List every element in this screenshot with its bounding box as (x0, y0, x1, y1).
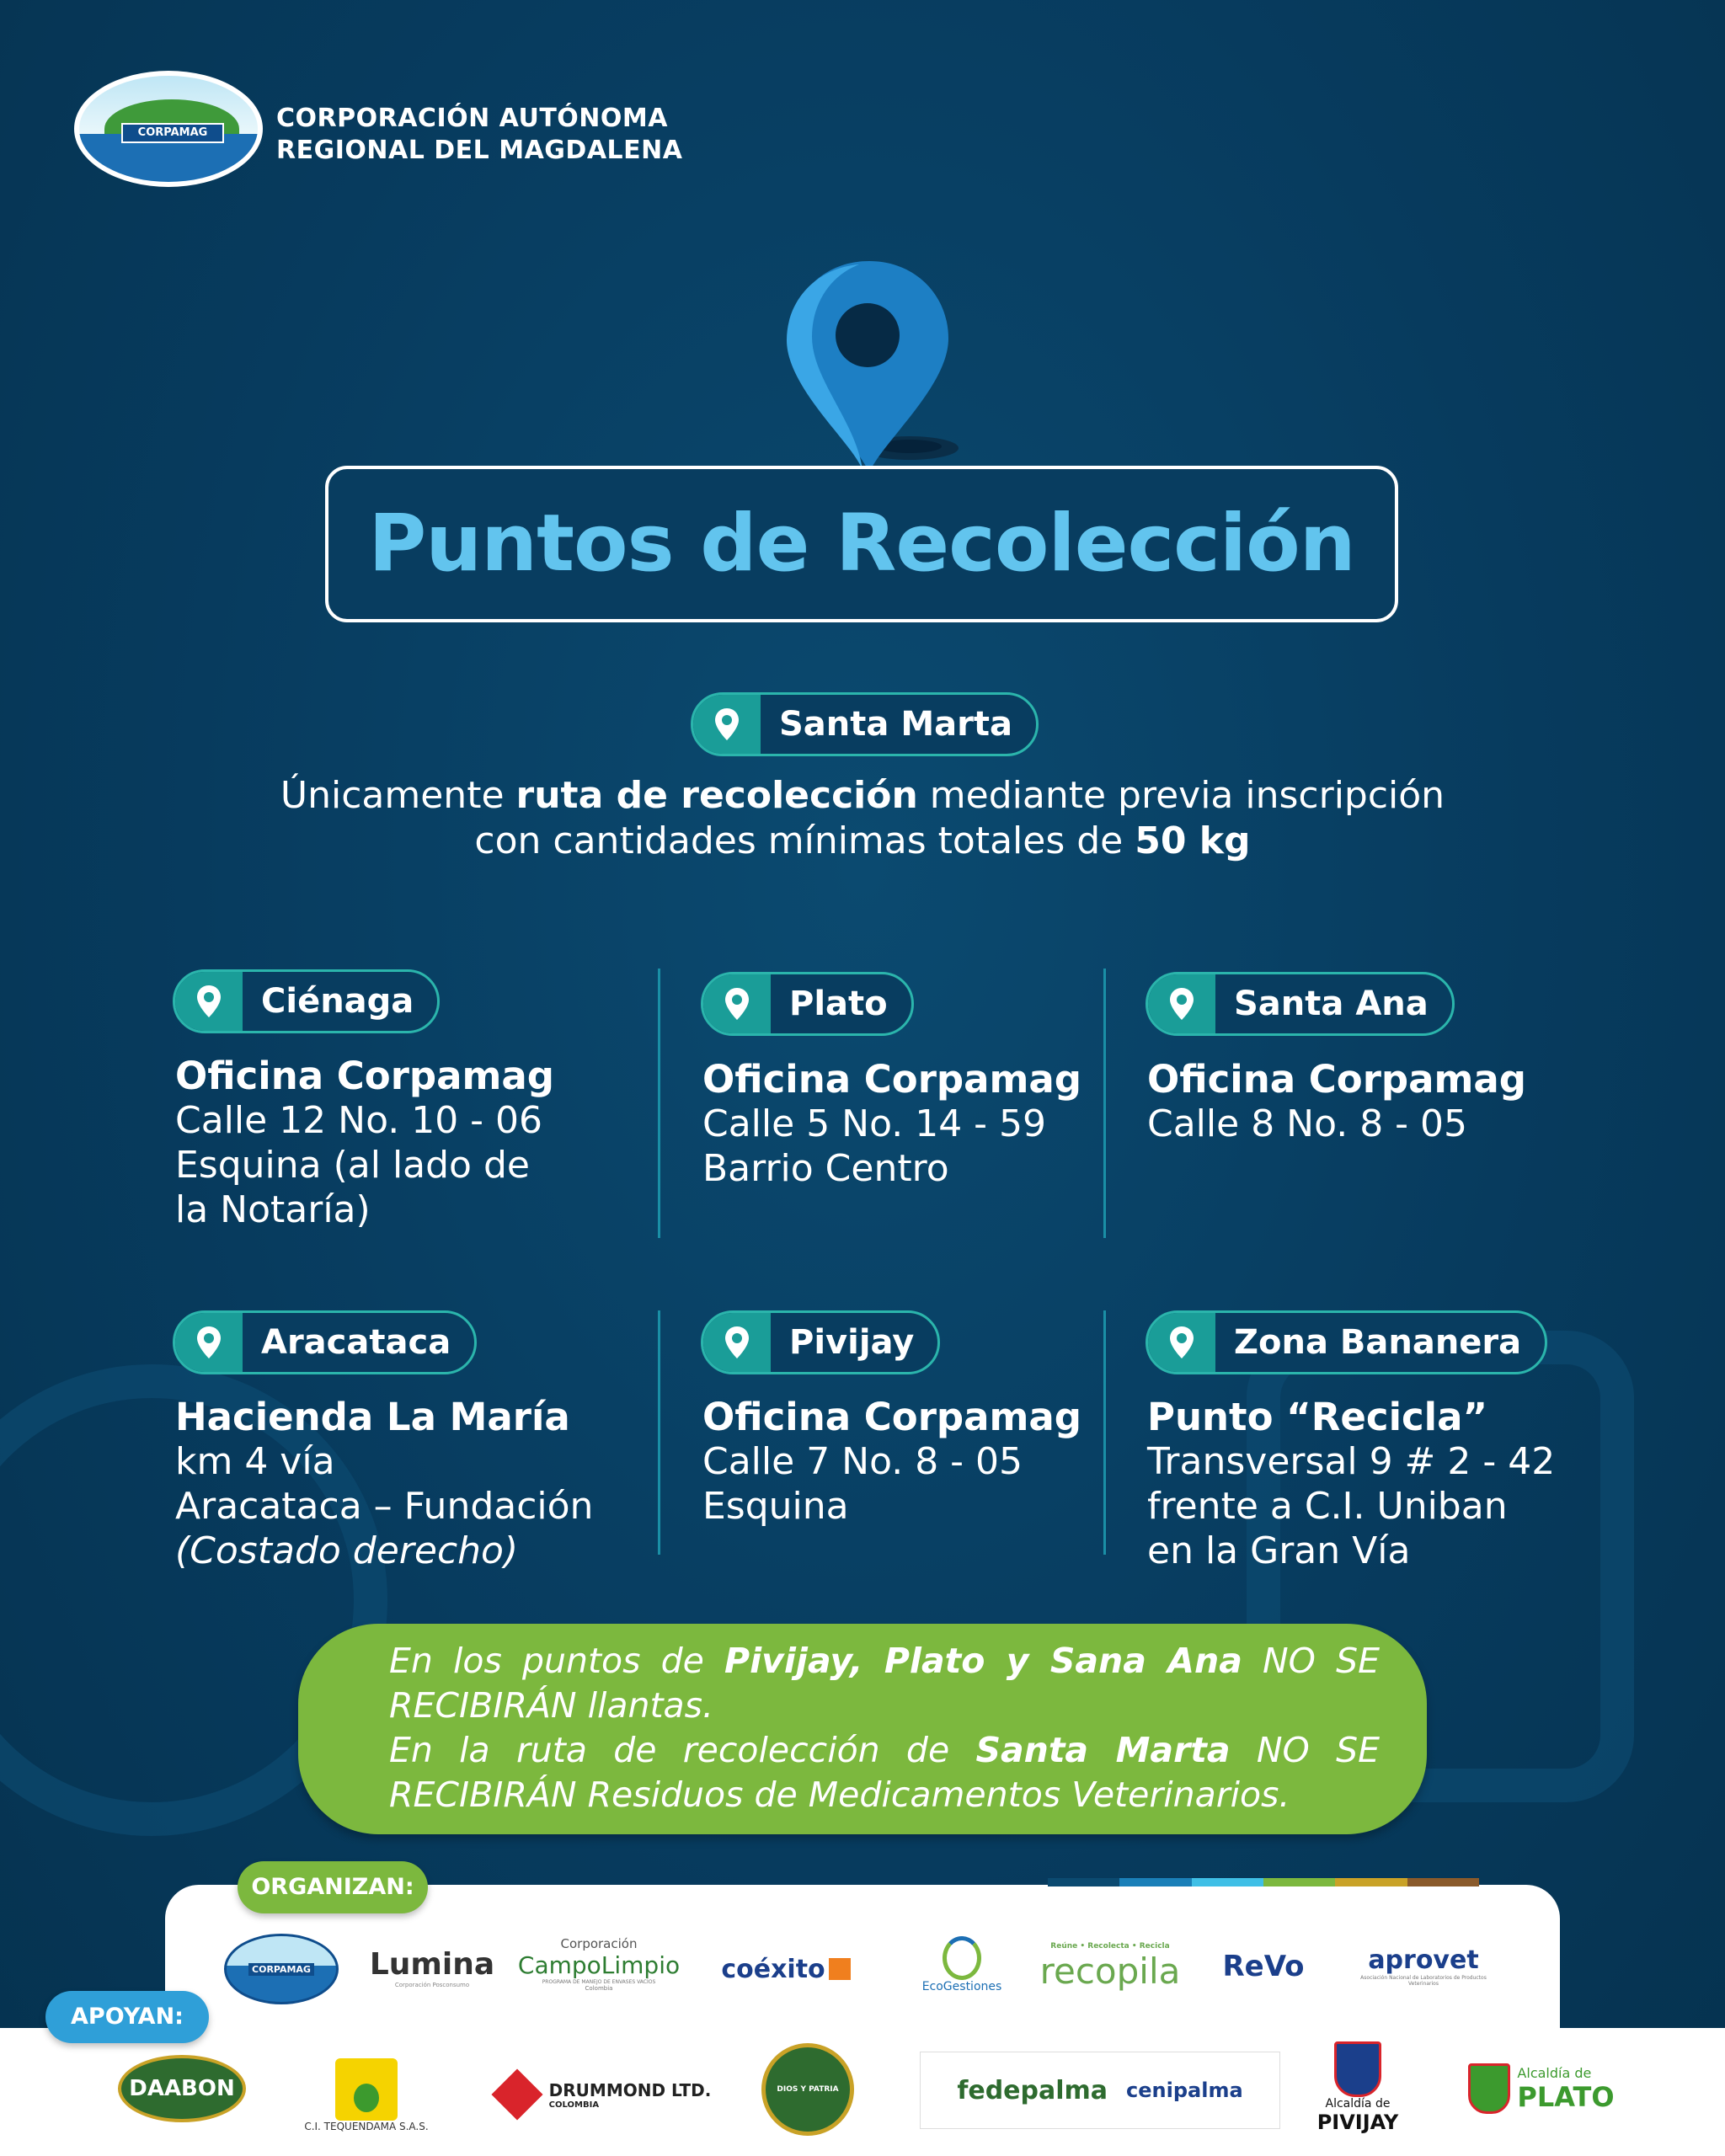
divider (658, 1310, 660, 1555)
location-line: la Notaría) (175, 1188, 371, 1231)
divider (658, 969, 660, 1238)
tequendama-mark-icon (335, 2058, 398, 2121)
location-info-zona-bananera (1147, 1395, 1555, 1573)
fedepalma-cenipalma-logo (920, 2052, 1280, 2129)
page-title: Puntos de Recolección (368, 498, 1355, 590)
location-tag-pivijay (701, 1310, 940, 1374)
intro-text: Únicamente (280, 774, 516, 817)
sponsor-text: C.I. TEQUENDAMA S.A.S. (304, 2121, 429, 2132)
coexito-mark-icon (829, 1958, 851, 1980)
location-line: frente a C.I. Uniban (1147, 1485, 1508, 1528)
location-line: Transversal 9 # 2 - 42 (1147, 1440, 1556, 1483)
location-line: (Costado derecho) (175, 1529, 519, 1572)
campolimpio-logo (519, 1929, 679, 1999)
sponsor-text: DIOS Y PATRIA (777, 2085, 839, 2094)
notice-bold: Santa Marta (975, 1730, 1231, 1770)
location-line: Esquina (702, 1485, 849, 1528)
location-pin-icon (713, 707, 740, 742)
location-pin-icon (195, 984, 222, 1019)
logo-label: CORPAMAG (121, 123, 224, 143)
revo-logo (1213, 1945, 1314, 1988)
org-name (276, 103, 682, 167)
sponsor-subtext: Alcaldía de (1325, 2097, 1391, 2111)
alcaldia-plato-logo (1466, 2055, 1617, 2122)
location-line: Calle 7 No. 8 - 05 (702, 1440, 1023, 1483)
location-tag-label: Ciénaga (261, 982, 414, 1021)
aprovet-logo (1348, 1932, 1499, 1999)
org-name-line2: REGIONAL DEL MAGDALENA (276, 136, 683, 165)
location-line: Esquina (al lado de (175, 1144, 530, 1187)
apoyan-label: APOYAN: (45, 1991, 209, 2043)
notice-text (389, 1639, 1380, 1817)
location-tag-zona-bananera (1146, 1310, 1547, 1374)
divider (1103, 1310, 1106, 1555)
notice-part: En los puntos de (389, 1641, 725, 1681)
notice-part: En la ruta de recolección de (389, 1730, 976, 1770)
location-info-cienaga (175, 1054, 554, 1232)
location-tag-label: Santa Ana (1234, 985, 1429, 1023)
sponsor-subtext: Alcaldía de (1517, 2064, 1592, 2081)
notice-bold: Pivijay, Plato y Sana Ana (724, 1641, 1242, 1681)
sponsor-text: fedepalma (957, 2075, 1108, 2105)
location-pin-icon (724, 1325, 750, 1360)
plato-shield-icon (1468, 2063, 1510, 2114)
intro-text-bold: 50 kg (1135, 819, 1251, 862)
location-line: Barrio Centro (702, 1147, 949, 1190)
color-stripes (1048, 1878, 1479, 1886)
map-pin-icon (775, 253, 960, 488)
divider (1103, 969, 1106, 1238)
sponsor-subtext: Corporación Posconsumo (394, 1981, 470, 1988)
organizan-label: ORGANIZAN: (238, 1861, 428, 1913)
daabon-logo (118, 2055, 246, 2122)
lumina-logo (369, 1942, 495, 1993)
corpamag-logo (74, 71, 263, 187)
location-head: Oficina Corpamag (1147, 1057, 1526, 1102)
location-head: Oficina Corpamag (702, 1395, 1081, 1439)
location-tag-label: Santa Marta (779, 705, 1012, 744)
sponsor-subtext: PROGRAMA DE MANEJO DE ENVASES VACÍOS (542, 1979, 656, 1985)
sponsor-subtext: Corporación (560, 1936, 638, 1951)
sponsor-text: PLATO (1517, 2080, 1615, 2113)
intro-text: mediante previa inscripción (917, 774, 1445, 817)
location-info-santa-ana (1147, 1057, 1526, 1146)
location-info-aracataca (175, 1395, 593, 1573)
sponsor-subtext: Asociación Nacional de Laboratorios de Productos Veterinarios (1360, 1974, 1487, 1987)
corpamag-sponsor-logo (224, 1934, 339, 2004)
sponsor-text: CampoLimpio (517, 1951, 681, 1979)
coexito-logo (708, 1951, 864, 1988)
intro-text: con cantidades mínimas totales de (474, 819, 1135, 862)
location-line: Calle 12 No. 10 - 06 (175, 1099, 543, 1142)
sponsor-text: cenipalma (1126, 2079, 1243, 2102)
santa-marta-intro (168, 773, 1557, 864)
sponsor-text: DRUMMOND LTD. (548, 2079, 712, 2100)
policia-seal-logo (761, 2043, 854, 2136)
location-tag-cienaga (173, 969, 440, 1033)
location-tag-label: Pivijay (789, 1323, 915, 1362)
location-line: en la Gran Vía (1147, 1529, 1411, 1572)
sponsor-text: coéxito (721, 1954, 825, 1984)
location-tag-santa-ana (1146, 972, 1455, 1036)
ecogestiones-mark-icon (943, 1936, 981, 1980)
sponsor-text: DAABON (129, 2076, 235, 2101)
location-head: Hacienda La María (175, 1395, 570, 1439)
location-tag-label: Plato (789, 985, 888, 1023)
sponsor-text: PIVIJAY (1316, 2111, 1399, 2134)
location-tag-label: Zona Bananera (1234, 1323, 1522, 1362)
location-line: km 4 vía (175, 1440, 335, 1483)
location-pin-icon (724, 986, 750, 1022)
pivijay-shield-icon (1334, 2041, 1381, 2097)
location-line: Calle 8 No. 8 - 05 (1147, 1102, 1468, 1145)
sponsor-subtext: Reúne • Recolecta • Recicla (1050, 1941, 1170, 1951)
drummond-logo (483, 2065, 719, 2124)
ecogestiones-logo (911, 1929, 1012, 2001)
location-pin-icon (1168, 1325, 1195, 1360)
location-tag-aracataca (173, 1310, 477, 1374)
location-pin-icon (1168, 986, 1195, 1022)
sponsor-text: aprovet (1368, 1945, 1479, 1975)
intro-text-bold: ruta de recolección (515, 774, 918, 817)
location-line: Calle 5 No. 14 - 59 (702, 1102, 1047, 1145)
notice-part: NO SE RECIBIRÁN Residuos de Medicamentos Veterinarios. (389, 1730, 1380, 1815)
sponsor-text: CORPAMAG (248, 1963, 314, 1976)
location-info-pivijay (702, 1395, 1081, 1529)
recopila-logo (1034, 1937, 1186, 1996)
location-head: Punto “Recicla” (1147, 1395, 1488, 1439)
sponsor-text: EcoGestiones (921, 1980, 1002, 1993)
location-tag-santa-marta (691, 692, 1039, 756)
alcaldia-pivijay-logo (1309, 2033, 1407, 2143)
location-head: Oficina Corpamag (702, 1057, 1081, 1102)
location-tag-label: Aracataca (261, 1323, 451, 1362)
org-name-line1: CORPORACIÓN AUTÓNOMA (276, 104, 668, 133)
location-info-plato (702, 1057, 1081, 1191)
sponsor-subtext: COLOMBIA (548, 2100, 600, 2110)
location-head: Oficina Corpamag (175, 1054, 554, 1098)
tequendama-logo (295, 2052, 438, 2139)
sponsor-text: recopila (1039, 1950, 1181, 1992)
location-tag-plato (701, 972, 914, 1036)
sponsor-text: ReVo (1222, 1950, 1305, 1983)
location-pin-icon (195, 1325, 222, 1360)
drummond-mark-icon (491, 2068, 542, 2120)
sponsor-text: Lumina (369, 1946, 495, 1982)
sponsor-subtext: Colombia (585, 1985, 613, 1992)
notice-part: NO SE RECIBIRÁN llantas. (389, 1641, 1381, 1726)
location-line: Aracataca – Fundación (175, 1485, 594, 1528)
